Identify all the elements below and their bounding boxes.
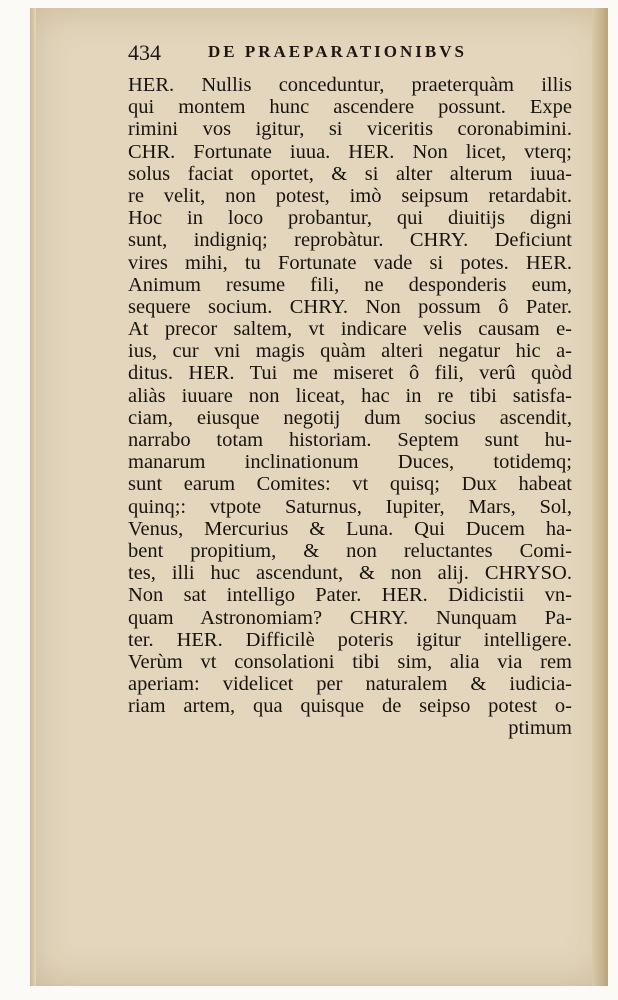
text-line: Venus, Mercurius & Luna. Qui Ducem ha- — [128, 517, 572, 540]
text-line: bent propitium, & non reluctantes Comi- — [128, 539, 572, 562]
text-line: solus faciat oportet, & si alter alterum iuua- — [128, 162, 572, 185]
text-line: sunt, indigniq; reprobàtur. CHRY. Deficiunt — [128, 229, 572, 252]
text-line: ter. HER. Difficilè poteris igitur intelligere. — [128, 628, 572, 651]
text-line: Non sat intelligo Pater. HER. Didicistii vn- — [128, 584, 572, 607]
text-line: Verùm vt consolationi tibi sim, alia via rem — [128, 650, 572, 673]
running-title: DE PRAEPARATIONIBVS — [208, 42, 467, 61]
text-line: CHR. Fortunate iuua. HER. Non licet, vterq; — [128, 140, 572, 163]
text-line: rimini vos igitur, si viceritis coronabimini. — [128, 118, 572, 141]
text-line: riam artem, qua quisque de seipso potest o- — [128, 695, 572, 718]
catchword: ptimum — [508, 717, 572, 740]
text-line: ditus. HER. Tui me miseret ô fili, verû quòd — [128, 362, 572, 385]
text-line: re velit, non potest, imò seipsum retardabit. — [128, 184, 572, 207]
text-line: At precor saltem, vt indicare velis causam e- — [128, 318, 572, 341]
text-line: HER. Nullis conceduntur, praeterquàm illis — [128, 74, 572, 96]
page-gutter-shadow — [30, 8, 36, 986]
text-line: tes, illi huc ascendunt, & non alij. CHRYSO. — [128, 562, 572, 585]
text-line: vires mihi, tu Fortunate vade si potes. HER. — [128, 251, 572, 274]
text-line: quam Astronomiam? CHRY. Nunquam Pa- — [128, 606, 572, 629]
page-number: 434 — [128, 40, 161, 65]
text-line: sunt earum Comites: vt quisq; Dux habeat — [128, 473, 572, 496]
text-line: aliàs iuuare non liceat, hac in re tibi satisfa- — [128, 384, 572, 407]
page-fore-edge — [592, 8, 608, 986]
text-line: ciam, eiusque negotij dum socius ascendit, — [128, 406, 572, 429]
body-text — [128, 74, 572, 740]
text-line: Animum resume fili, ne desponderis eum, — [128, 273, 572, 296]
text-line: manarum inclinationum Duces, totidemq; — [128, 451, 572, 474]
running-head — [128, 40, 568, 68]
text-line: ius, cur vni magis quàm alteri negatur hic a- — [128, 340, 572, 363]
text-line: Hoc in loco probantur, qui diuitijs digni — [128, 207, 572, 230]
text-line: aperiam: videlicet per naturalem & iudicia- — [128, 673, 572, 696]
text-line: qui montem hunc ascendere possunt. Expe — [128, 96, 572, 119]
text-line: narrabo totam historiam. Septem sunt hu- — [128, 429, 572, 451]
text-line: quinq;: vtpote Saturnus, Iupiter, Mars, Sol, — [128, 495, 572, 518]
text-line: sequere socium. CHRY. Non possum ô Pater. — [128, 295, 572, 318]
